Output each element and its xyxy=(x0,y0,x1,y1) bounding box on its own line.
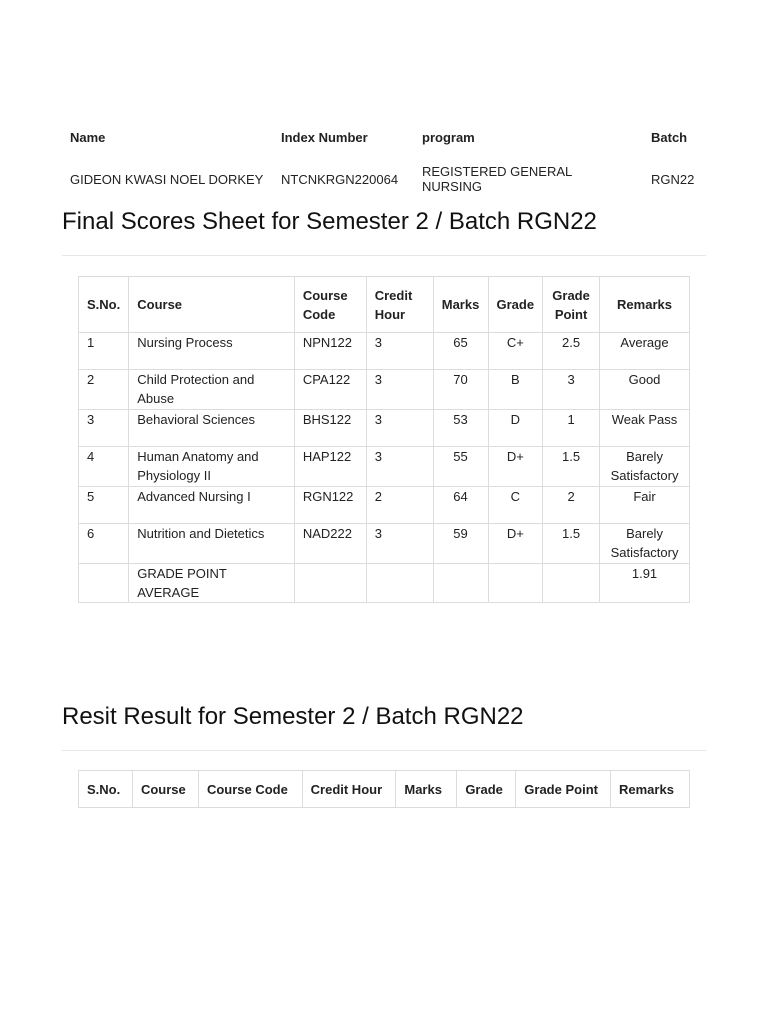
gpa-empty-cell xyxy=(488,564,543,603)
table-row xyxy=(79,487,690,524)
index-number-header: Index Number xyxy=(281,130,368,145)
col-grade-point-header: Grade Point xyxy=(543,277,600,333)
student-info-row xyxy=(62,155,706,203)
gpa-empty-cell xyxy=(366,564,433,603)
row-grade: C+ xyxy=(488,333,543,370)
col-sno-header: S.No. xyxy=(79,277,129,333)
resit-col-course-header: Course xyxy=(132,771,198,808)
row-grade: B xyxy=(488,370,543,410)
row-course-code: NAD222 xyxy=(294,524,366,564)
table-row xyxy=(79,410,690,447)
col-course-code-header: Course Code xyxy=(294,277,366,333)
row-course-code: BHS122 xyxy=(294,410,366,447)
row-sno: 2 xyxy=(79,370,129,410)
gpa-empty-cell xyxy=(433,564,488,603)
row-course: Child Protection and Abuse xyxy=(129,370,295,410)
row-grade-point: 1.5 xyxy=(543,524,600,564)
row-marks: 53 xyxy=(433,410,488,447)
row-marks: 70 xyxy=(433,370,488,410)
row-marks: 59 xyxy=(433,524,488,564)
program-header: program xyxy=(422,130,475,145)
row-course-code: NPN122 xyxy=(294,333,366,370)
student-name: GIDEON KWASI NOEL DORKEY xyxy=(70,171,264,187)
row-credit-hour: 3 xyxy=(366,524,433,564)
student-info-header-row xyxy=(62,120,706,155)
row-remarks: Weak Pass xyxy=(600,410,690,447)
resit-header-row xyxy=(79,771,690,808)
row-course-code: HAP122 xyxy=(294,447,366,487)
row-grade-point: 3 xyxy=(543,370,600,410)
student-info-table xyxy=(62,120,706,203)
table-row xyxy=(79,447,690,487)
row-grade-point: 1 xyxy=(543,410,600,447)
row-remarks: Fair xyxy=(600,487,690,524)
row-grade: D xyxy=(488,410,543,447)
row-course: Human Anatomy and Physiology II xyxy=(129,447,295,487)
col-grade-header: Grade xyxy=(488,277,543,333)
row-grade-point: 1.5 xyxy=(543,447,600,487)
row-marks: 64 xyxy=(433,487,488,524)
resit-col-remarks-header: Remarks xyxy=(611,771,690,808)
col-remarks-header: Remarks xyxy=(600,277,690,333)
col-marks-header: Marks xyxy=(433,277,488,333)
batch-header: Batch xyxy=(651,130,688,145)
row-sno: 3 xyxy=(79,410,129,447)
col-credit-hour-header: Credit Hour xyxy=(366,277,433,333)
resit-col-marks-header: Marks xyxy=(396,771,457,808)
gpa-value: 1.91 xyxy=(600,564,690,603)
row-sno: 5 xyxy=(79,487,129,524)
resit-col-grade-header: Grade xyxy=(457,771,516,808)
gpa-row xyxy=(79,564,690,603)
row-course: Nursing Process xyxy=(129,333,295,370)
gpa-empty-cell xyxy=(543,564,600,603)
row-credit-hour: 3 xyxy=(366,370,433,410)
resit-col-credit-hour-header: Credit Hour xyxy=(302,771,396,808)
resit-col-sno-header: S.No. xyxy=(79,771,133,808)
row-credit-hour: 3 xyxy=(366,333,433,370)
row-sno: 1 xyxy=(79,333,129,370)
row-sno: 6 xyxy=(79,524,129,564)
row-remarks: Good xyxy=(600,370,690,410)
row-marks: 55 xyxy=(433,447,488,487)
row-course-code: RGN122 xyxy=(294,487,366,524)
row-course: Behavioral Sciences xyxy=(129,410,295,447)
row-grade: C xyxy=(488,487,543,524)
row-credit-hour: 3 xyxy=(366,447,433,487)
resit-divider xyxy=(62,750,706,751)
row-remarks: Average xyxy=(600,333,690,370)
row-course-code: CPA122 xyxy=(294,370,366,410)
row-grade-point: 2 xyxy=(543,487,600,524)
table-row xyxy=(79,333,690,370)
row-grade: D+ xyxy=(488,447,543,487)
table-row xyxy=(79,370,690,410)
gpa-label: GRADE POINT AVERAGE xyxy=(129,564,295,603)
resit-title: Resit Result for Semester 2 / Batch RGN22 xyxy=(62,703,524,730)
row-credit-hour: 2 xyxy=(366,487,433,524)
gpa-empty-cell xyxy=(294,564,366,603)
final-scores-header-row xyxy=(79,277,690,333)
resit-col-grade-point-header: Grade Point xyxy=(516,771,611,808)
row-sno: 4 xyxy=(79,447,129,487)
gpa-empty-cell xyxy=(79,564,129,603)
resit-col-course-code-header: Course Code xyxy=(198,771,302,808)
final-scores-divider xyxy=(62,255,706,256)
resit-table xyxy=(78,770,690,808)
row-remarks: Barely Satisfactory xyxy=(600,524,690,564)
student-batch: RGN22 xyxy=(651,171,695,187)
student-index-number: NTCNKRGN220064 xyxy=(281,171,399,187)
row-credit-hour: 3 xyxy=(366,410,433,447)
name-header: Name xyxy=(70,130,106,145)
student-program: REGISTERED GENERAL NURSING xyxy=(422,164,572,194)
col-course-header: Course xyxy=(129,277,295,333)
row-grade-point: 2.5 xyxy=(543,333,600,370)
row-grade: D+ xyxy=(488,524,543,564)
row-remarks: Barely Satisfactory xyxy=(600,447,690,487)
final-scores-table xyxy=(78,276,690,603)
table-row xyxy=(79,524,690,564)
final-scores-title: Final Scores Sheet for Semester 2 / Batch RGN22 xyxy=(62,208,597,235)
row-course: Advanced Nursing I xyxy=(129,487,295,524)
row-marks: 65 xyxy=(433,333,488,370)
row-course: Nutrition and Dietetics xyxy=(129,524,295,564)
